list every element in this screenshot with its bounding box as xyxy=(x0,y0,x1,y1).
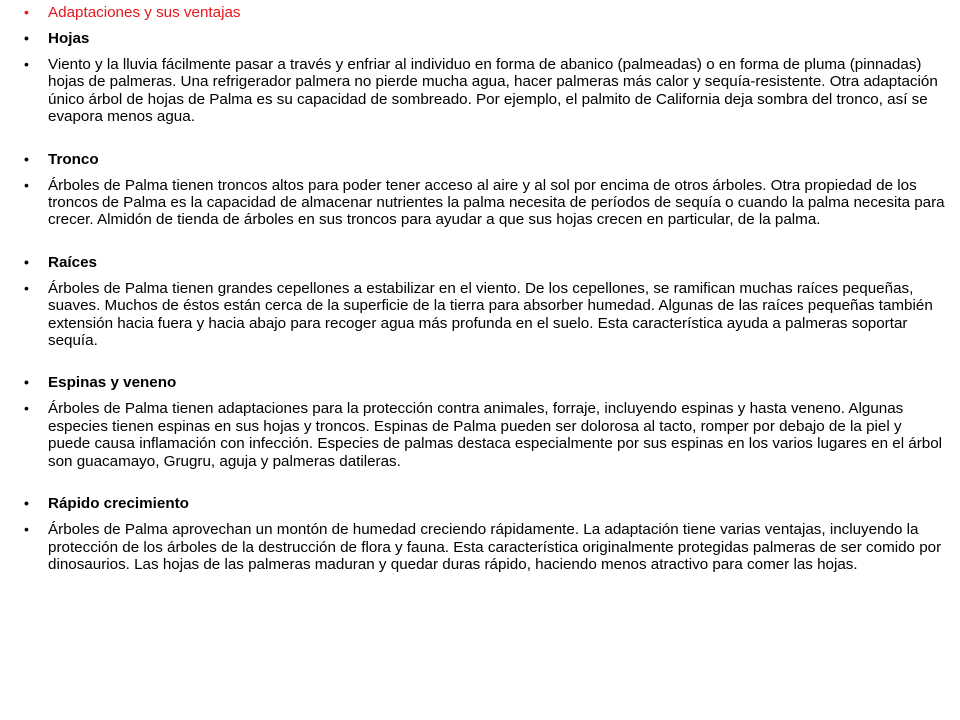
body-text: Viento y la lluvia fácilmente pasar a través y enfriar al individuo en forma de abanico (palmeadas) o en forma de pluma (pinnadas) hojas de palmeras. Una refrigerador palmera no pierde mucha agua, hacer palmeras más calor y sequía-resistente. Otra adaptación único árbol de hojas de Palma es su capacidad de sombreado. Por ejemplo, el palmito de California deja sombra del tronco, así se evapora menos agua. xyxy=(48,56,938,126)
heading-text: Hojas xyxy=(48,30,90,47)
bullet-icon: • xyxy=(24,4,29,20)
section-heading-raices xyxy=(24,254,946,271)
body-text: Árboles de Palma tienen grandes cepellones a estabilizar en el viento. De los cepellones, se ramifican muchas raíces pequeñas, suaves. Muchos de éstos están cerca de la superficie de la tierra para absorber humedad. Algunas de las raíces pequeñas también extensión hacia fuera y hacia abajo para recoger agua más profunda en el suelo. Esta característica ayuda a palmeras soportar sequía. xyxy=(48,279,933,350)
section-heading-crecimiento xyxy=(24,495,946,512)
section-heading-hojas xyxy=(24,30,946,47)
bullet-icon: • xyxy=(24,495,29,512)
bullet-list xyxy=(24,4,946,582)
section-heading-espinas xyxy=(24,374,946,391)
body-text: Árboles de Palma tienen adaptaciones para la protección contra animales, forraje, incluyendo espinas y hasta veneno. Algunas especies tienen espinas en sus hojas y troncos. Espinas de Palma pueden ser dolorosa al tacto, romper por debajo de la piel y puede causa inflamación con infección. Especies de palmas destaca especialmente por sus espinas en los varios lugares en el árbol son guacamayo, Grugru, aguja y palmeras datileras. xyxy=(48,400,943,470)
bullet-icon: • xyxy=(24,176,29,193)
bullet-icon: • xyxy=(24,374,29,391)
heading-text: Rápido crecimiento xyxy=(48,495,189,513)
bullet-icon: • xyxy=(24,521,29,538)
body-text: Árboles de Palma tienen troncos altos para poder tener acceso al aire y al sol por encima de otros árboles. Otra propiedad de los troncos de Palma es la capacidad de almacenar nutrientes la palma necesita de períodos de sequía o cuando la palma necesita para crecer. Almidón de tienda de árboles en sus troncos para ayudar a que sus hojas crecen en particular, de la palma. xyxy=(48,176,945,229)
heading-text: Espinas y veneno xyxy=(48,374,177,392)
section-body-espinas xyxy=(24,400,946,470)
title-text: Adaptaciones y sus ventajas xyxy=(48,4,241,21)
heading-text: Tronco xyxy=(48,150,99,168)
bullet-icon: • xyxy=(24,150,29,167)
slide-title xyxy=(24,4,946,21)
bullet-icon: • xyxy=(24,400,29,417)
section-body-raices xyxy=(24,280,946,350)
bullet-icon: • xyxy=(24,56,29,72)
section-body-hojas xyxy=(24,56,946,126)
heading-text: Raíces xyxy=(48,253,97,271)
section-body-tronco xyxy=(24,177,946,229)
body-text: Árboles de Palma aprovechan un montón de humedad creciendo rápidamente. La adaptación tiene varias ventajas, incluyendo la protección de los árboles de la destrucción de flora y fauna. Esta característica originalmente protegidas palmeras de ser comido por dinosaurios. Las hojas de las palmeras maduran y quedar duras rápido, haciendo menos atractivo para comer las hojas. xyxy=(48,521,942,573)
bullet-icon: • xyxy=(24,279,29,296)
bullet-icon: • xyxy=(24,30,29,46)
bullet-icon: • xyxy=(24,253,29,270)
section-heading-tronco xyxy=(24,151,946,168)
section-body-crecimiento xyxy=(24,521,946,573)
